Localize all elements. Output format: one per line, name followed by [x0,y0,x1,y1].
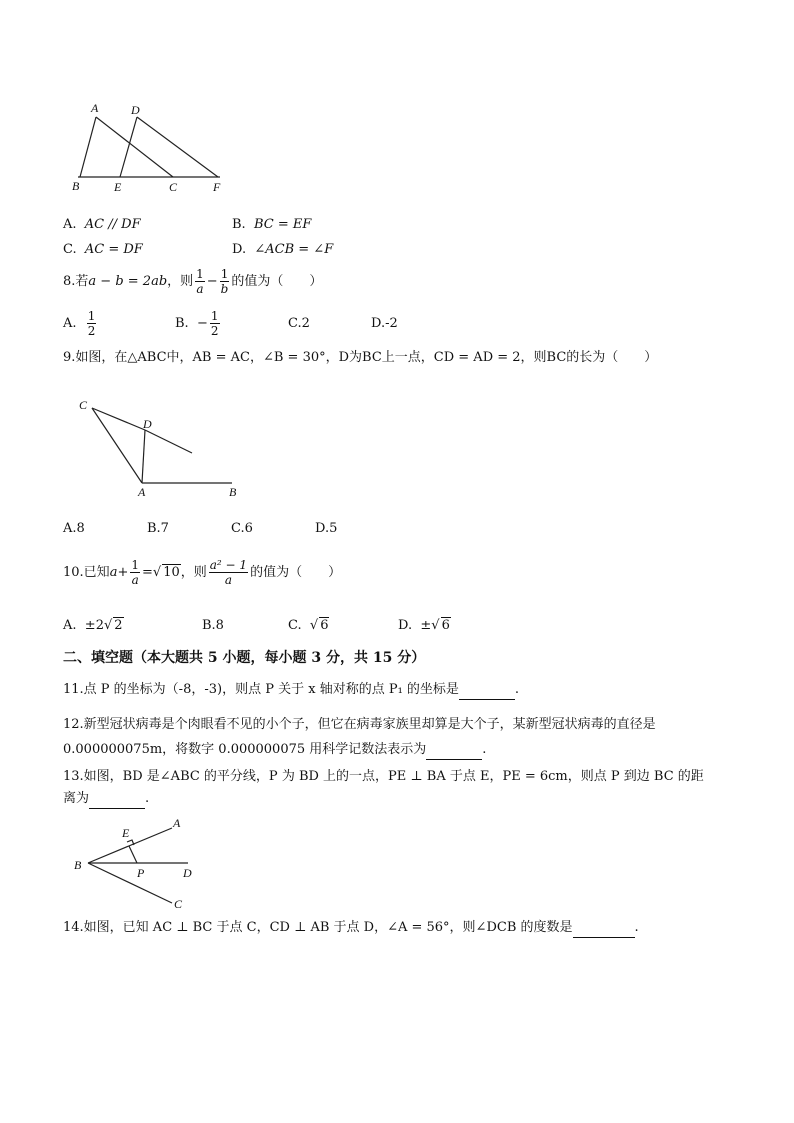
q12-line1: 12.新型冠状病毒是个肉眼看不见的小个子，但它在病毒家族里却算是大个子，某新型冠状病毒的直径是 [63,717,656,732]
q9-figure [70,395,255,500]
point-label-d: D [143,417,152,431]
q8-stem: 8.若a − b = 2ab，则 $\frac{1}{a}$ − $\frac{1}{b}$ 的值为（ ） [63,267,323,296]
q14-stem: 14.如图，已知 AC ⊥ BC 于点 C，CD ⊥ AB 于点 D，∠A = 56°，则∠DCB 的度数是 . [63,919,639,938]
q13-figure [70,815,210,910]
point-label-a: A [173,816,181,830]
q8-option-b: B. − $\frac{1}{2}$ [175,309,219,338]
q7-option-a: A. AC // DF [63,217,141,232]
point-label-e: E [114,180,122,194]
q7-option-d: D. ∠ACB = ∠F [232,242,334,257]
q9-stem: 9.如图，在△ABC中，AB = AC，∠B = 30°，D为BC上一点，CD = AD = 2，则BC的长为（ ） [63,350,658,365]
q12-line2: 0.000000075m，将数字 0.000000075 用科学记数法表示为 . [63,741,486,760]
answer-blank[interactable] [89,790,145,809]
q7-option-b: B. BC = EF [232,217,312,232]
q13-line1: 13.如图，BD 是∠ABC 的平分线，P 为 BD 上的一点，PE ⊥ BA 于点 E，PE = 6cm，则点 P 到边 BC 的距 [63,769,704,784]
q8-option-c: C.2 [288,316,310,331]
point-label-d: D [131,103,140,117]
point-label-f: F [213,180,221,194]
q10-option-d: D. ±√ 6 [398,618,450,633]
point-label-e: E [122,826,130,840]
point-label-b: B [229,485,237,499]
q9-option-d: D.5 [315,521,338,536]
q13-line2: 离为 . [63,790,149,809]
point-label-c: C [174,897,183,911]
answer-blank[interactable] [426,741,482,760]
q10-stem: 10.已知a+ $\frac{1}{a}$ =√ 10，则 $\frac{\text{a² − 1}}{a}$ 的值为（ ） [63,558,342,587]
q9-option-c: C.6 [231,521,253,536]
point-label-b: B [72,179,80,193]
answer-blank[interactable] [573,919,635,938]
point-label-b: B [74,858,82,872]
point-label-d: D [183,866,192,880]
q7-figure [60,98,240,198]
section-heading: 二、填空题（本大题共 5 小题，每小题 3 分，共 15 分） [63,650,426,666]
fraction: $\frac{1}{a}$ [196,267,204,296]
q9-option-a: A.8 [63,521,85,536]
fraction: $\frac{1}{b}$ [220,267,229,296]
q10-option-a: A. ±2√ 2 [63,618,123,633]
q8-option-a: A. $\frac{1}{2}$ [63,309,96,338]
point-label-p: P [137,866,145,880]
q8-option-d: D.-2 [371,316,398,331]
point-label-c: C [79,398,88,412]
q9-option-b: B.7 [147,521,169,536]
answer-blank[interactable] [459,681,515,700]
point-label-a: A [91,101,99,115]
q10-option-c: C. √ 6 [288,618,329,633]
q7-option-c: C. AC = DF [63,242,143,257]
q10-option-b: B.8 [202,618,224,633]
q11-stem: 11.点 P 的坐标为（-8，-3)，则点 P 关于 x 轴对称的点 P₁ 的坐标是 . [63,681,519,700]
point-label-a: A [138,485,146,499]
point-label-c: C [169,180,178,194]
